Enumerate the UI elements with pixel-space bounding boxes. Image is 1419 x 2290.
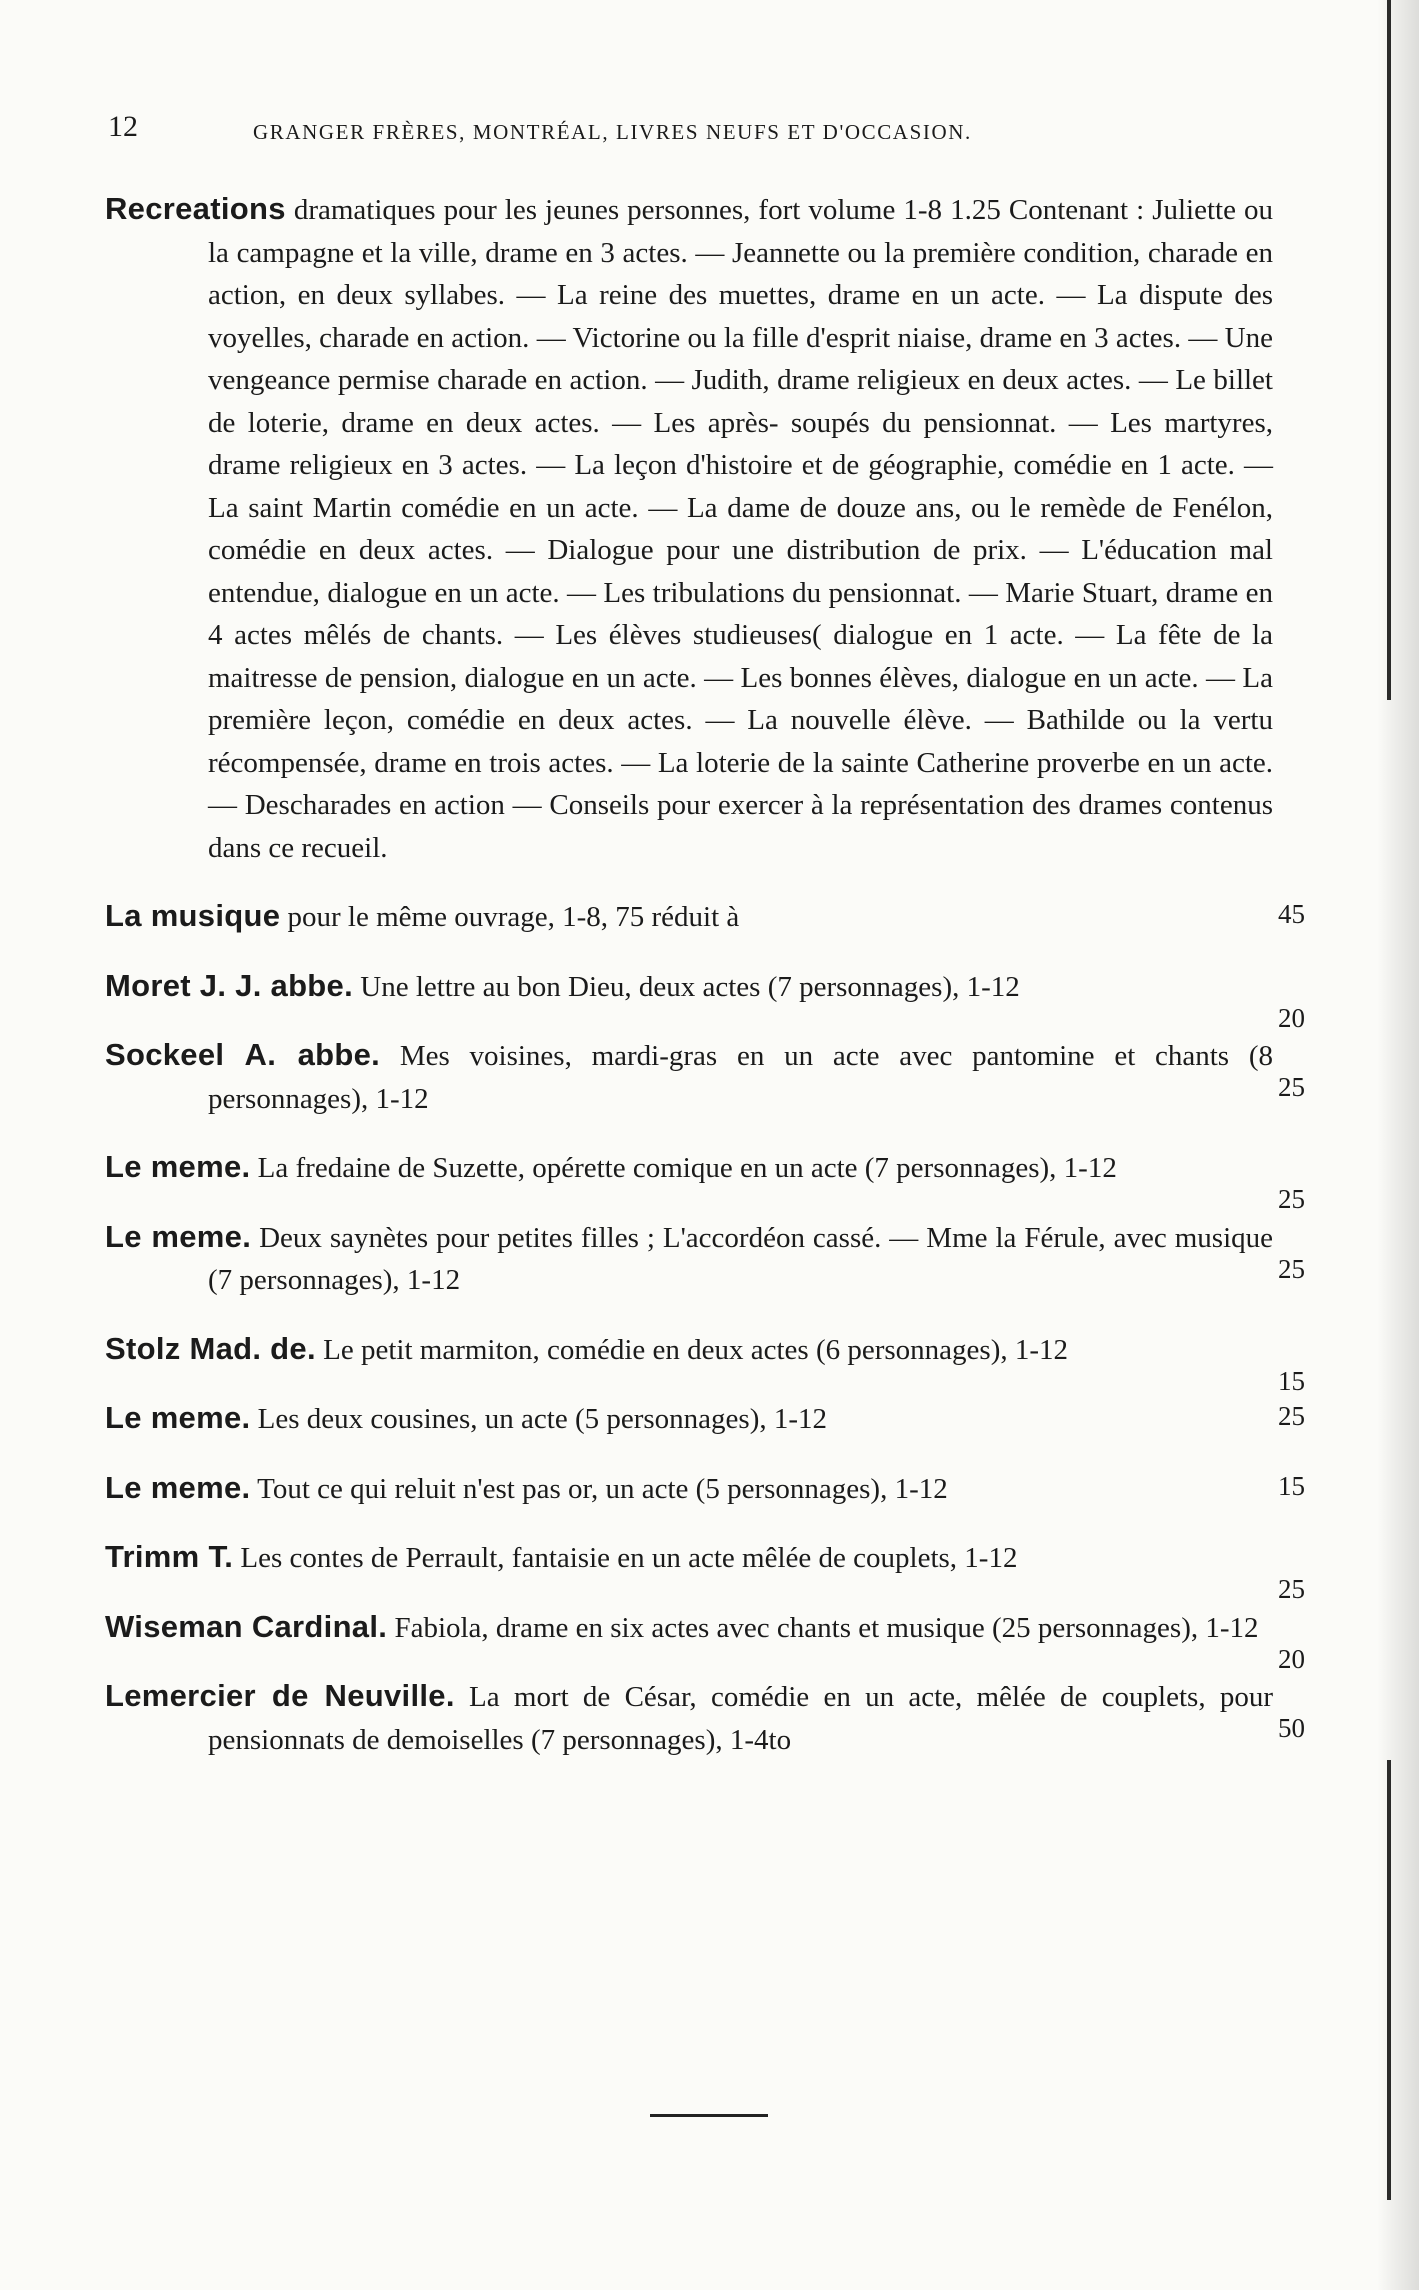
entry-author: Le meme.: [105, 1469, 251, 1505]
entry-price: 25: [1278, 1072, 1305, 1102]
entry-author: Trimm T.: [105, 1539, 234, 1574]
entry-description: Tout ce qui reluit n'est pas or, un acte (5 personnages), 1-12: [257, 1472, 948, 1505]
entry-price: 20: [1278, 1002, 1305, 1033]
binding-edge-line-top: [1387, 0, 1391, 700]
entry-author: Sockeel A. abbe.: [105, 1037, 381, 1072]
catalog-entry: [105, 188, 1305, 869]
catalog-entry: [105, 965, 1305, 1033]
entry-author: Moret J. J. abbe.: [105, 967, 353, 1003]
entry-author: Le meme.: [105, 1218, 252, 1254]
entry-author: Stolz Mad. de.: [105, 1330, 316, 1366]
binding-edge-line-bottom: [1387, 1760, 1391, 2200]
entry-price: 25: [1278, 1253, 1305, 1284]
entry-description: dramatiques pour les jeunes personnes, fort volume 1-8 1.25 Contenant : Juliette ou la campagne et la ville, drame en 3 actes. — Jeannette ou la première condition, charade en action, en deux syllabes. — La reine des muettes, drame en un acte. — La dispute des voyelles, charade en action. — Victorine ou la fille d'esprit niaise, drame en 3 actes. — Une vengeance permise charade en action. — Judith, drame religieux en deux actes. — Le billet de loterie, drame en deux actes. — Les après- soupés du pensionnat. — Les martyres, drame religieux en 3 actes. — La leçon d'histoire et de géographie, comédie en 1 acte. — La saint Martin comédie en un acte. — La dame de douze ans, ou le remède de Fenélon, comédie en deux actes. — Dialogue pour une distribution de prix. — L'éducation mal entendue, dialogue en un acte. — Les tribulations du pensionnat. — Marie Stuart, drame en 4 actes mêlés de chants. — Les élèves studieuses( dialogue en 1 acte. — La fête de la maitresse de pension, dialogue en un acte. — Les bonnes élèves, dialogue en un acte. — La première leçon, comédie en deux actes. — La nouvelle élève. — Bathilde ou la vertu récompensée, drame en trois actes. — La loterie de la sainte Catherine proverbe en un acte. — Descharades en action — Conseils pour exercer à la représentation des drames contenus dans ce recueil.: [208, 194, 1274, 864]
entry-price: 25: [1278, 1184, 1305, 1214]
catalog-entry: [105, 1216, 1305, 1302]
catalog-entry: [105, 1606, 1305, 1674]
entry-author: Recreations: [105, 191, 286, 226]
entry-description: La fredaine de Suzette, opérette comique en un acte (7 personnages), 1-12: [257, 1152, 1117, 1184]
page-edge-shadow: [1377, 0, 1419, 2290]
entry-author: Wiseman Cardinal.: [105, 1608, 388, 1644]
entry-price: 15: [1278, 1470, 1305, 1501]
entry-price: 50: [1278, 1713, 1305, 1743]
entry-description: Les contes de Perrault, fantaisie en un acte mêlée de couplets, 1-12: [240, 1542, 1018, 1574]
catalog-entry: [105, 1467, 1305, 1511]
catalog-entry: [105, 1536, 1305, 1604]
catalog-entry: [105, 1034, 1305, 1120]
entry-description: Le petit marmiton, comédie en deux actes (6 personnages), 1-12: [323, 1333, 1069, 1366]
entry-price: 20: [1278, 1643, 1305, 1674]
catalog-entries: [105, 188, 1305, 1787]
catalog-entry: [105, 1397, 1305, 1441]
entry-description: Une lettre au bon Dieu, deux actes (7 personnages), 1-12: [360, 970, 1020, 1003]
running-head: GRANGER FRÈRES, MONTRÉAL, LIVRES NEUFS ET D'OCCASION.: [253, 120, 972, 144]
catalog-entry: [105, 1146, 1305, 1214]
entry-author: Le meme.: [105, 1400, 251, 1435]
entry-description: Fabiola, drame en six actes avec chants et musique (25 personnages), 1-12: [394, 1611, 1259, 1644]
entry-price: 15: [1278, 1365, 1305, 1396]
entry-author: Le meme.: [105, 1149, 251, 1184]
page-header: [108, 110, 1288, 150]
catalog-entry: [105, 895, 1305, 939]
entry-author: La musique: [105, 898, 281, 933]
entry-description: La mort de César, comédie en un acte, mêlée de couplets, pour pensionnats de demoiselles (7 personnages), 1-4to: [208, 1681, 1274, 1756]
page-number: 12: [108, 110, 138, 143]
entry-price: 45: [1278, 899, 1305, 929]
entry-description: Mes voisines, mardi-gras en un acte avec pantomine et chants (8 personnages), 1-12: [208, 1040, 1274, 1115]
entry-price: 25: [1278, 1401, 1305, 1431]
entry-description: Les deux cousines, un acte (5 personnages), 1-12: [257, 1403, 828, 1435]
entry-price: 25: [1278, 1574, 1305, 1604]
entry-author: Lemercier de Neuville.: [105, 1678, 455, 1713]
entry-description: pour le même ouvrage, 1-8, 75 réduit à: [287, 901, 740, 933]
catalog-entry: [105, 1675, 1305, 1761]
entry-description: Deux saynètes pour petites filles ; L'accordéon cassé. — Mme la Férule, avec musique (7 personnages), 1-12: [208, 1221, 1274, 1296]
catalog-entry: [105, 1328, 1305, 1396]
closing-rule: [650, 2114, 768, 2117]
